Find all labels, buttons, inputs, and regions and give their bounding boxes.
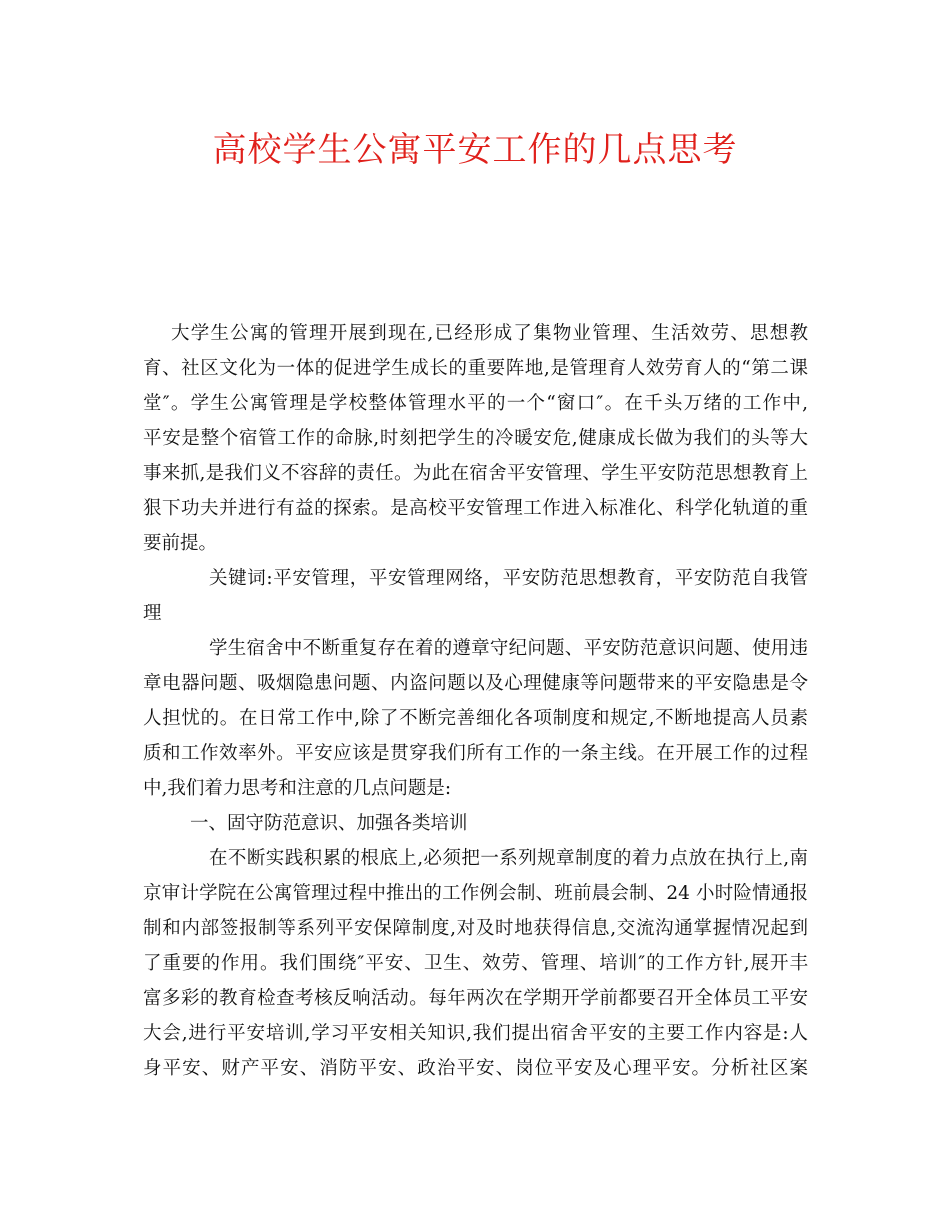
paragraph-line: 平安是整个宿管工作的命脉,时刻把学生的冷暖安危,健康成长做为我们的头等大 xyxy=(143,428,808,449)
keywords-line: 理 xyxy=(143,603,162,624)
paragraph-line: 大学生公寓的管理开展到现在,已经形成了集物业管理、生活效劳、思想教 xyxy=(171,323,808,344)
paragraph-line: 质和工作效率外。平安应该是贯穿我们所有工作的一条主线。在开展工作的过程 xyxy=(143,743,808,764)
document-body xyxy=(143,316,808,1086)
paragraph-line: 京审计学院在公寓管理过程中推出的工作例会制、班前晨会制、24 小时险情通报 xyxy=(143,883,808,904)
paragraph-line: 要前提。 xyxy=(143,533,218,554)
paragraph-line: 堂″。学生公寓管理是学校整体管理水平的一个“窗口″。在千头万绪的工作中, xyxy=(143,393,808,414)
paragraph-line: 制和内部签报制等系列平安保障制度,对及时地获得信息,交流沟通掌握情况起到 xyxy=(143,918,808,939)
document-title: 高校学生公寓平安工作的几点思考 xyxy=(212,130,738,170)
section-heading: 一、固守防范意识、加强各类培训 xyxy=(190,813,468,834)
paragraph-line: 中,我们着力思考和注意的几点问题是: xyxy=(143,778,452,799)
paragraph-line: 了重要的作用。我们围绕″平安、卫生、效劳、管理、培训″的工作方针,展开丰 xyxy=(143,953,808,974)
keywords-line: 关键词:平安管理，平安管理网络，平安防范思想教育，平安防范自我管 xyxy=(209,568,808,589)
paragraph-line: 大会,进行平安培训,学习平安相关知识,我们提出宿舍平安的主要工作内容是:人 xyxy=(143,1023,808,1044)
paragraph-line: 育、社区文化为一体的促进学生成长的重要阵地,是管理育人效劳育人的“第二课 xyxy=(143,358,808,379)
paragraph-line: 身平安、财产平安、消防平安、政治平安、岗位平安及心理平安。分析社区案 xyxy=(143,1058,808,1079)
paragraph-line: 富多彩的教育检查考核反响活动。每年两次在学期开学前都要召开全体员工平安 xyxy=(143,988,808,1009)
paragraph-line: 狠下功夫并进行有益的探索。是高校平安管理工作进入标准化、科学化轨道的重 xyxy=(143,498,808,519)
paragraph-line: 事来抓,是我们义不容辞的责任。为此在宿舍平安管理、学生平安防范思想教育上 xyxy=(143,463,808,484)
paragraph-line: 在不断实践积累的根底上,必须把一系列规章制度的着力点放在执行上,南 xyxy=(209,848,808,869)
paragraph-line: 人担忧的。在日常工作中,除了不断完善细化各项制度和规定,不断地提高人员素 xyxy=(143,708,808,729)
paragraph-line: 章电器问题、吸烟隐患问题、内盗问题以及心理健康等问题带来的平安隐患是令 xyxy=(143,673,808,694)
paragraph-line: 学生宿舍中不断重复存在着的遵章守纪问题、平安防范意识问题、使用违 xyxy=(209,638,808,659)
